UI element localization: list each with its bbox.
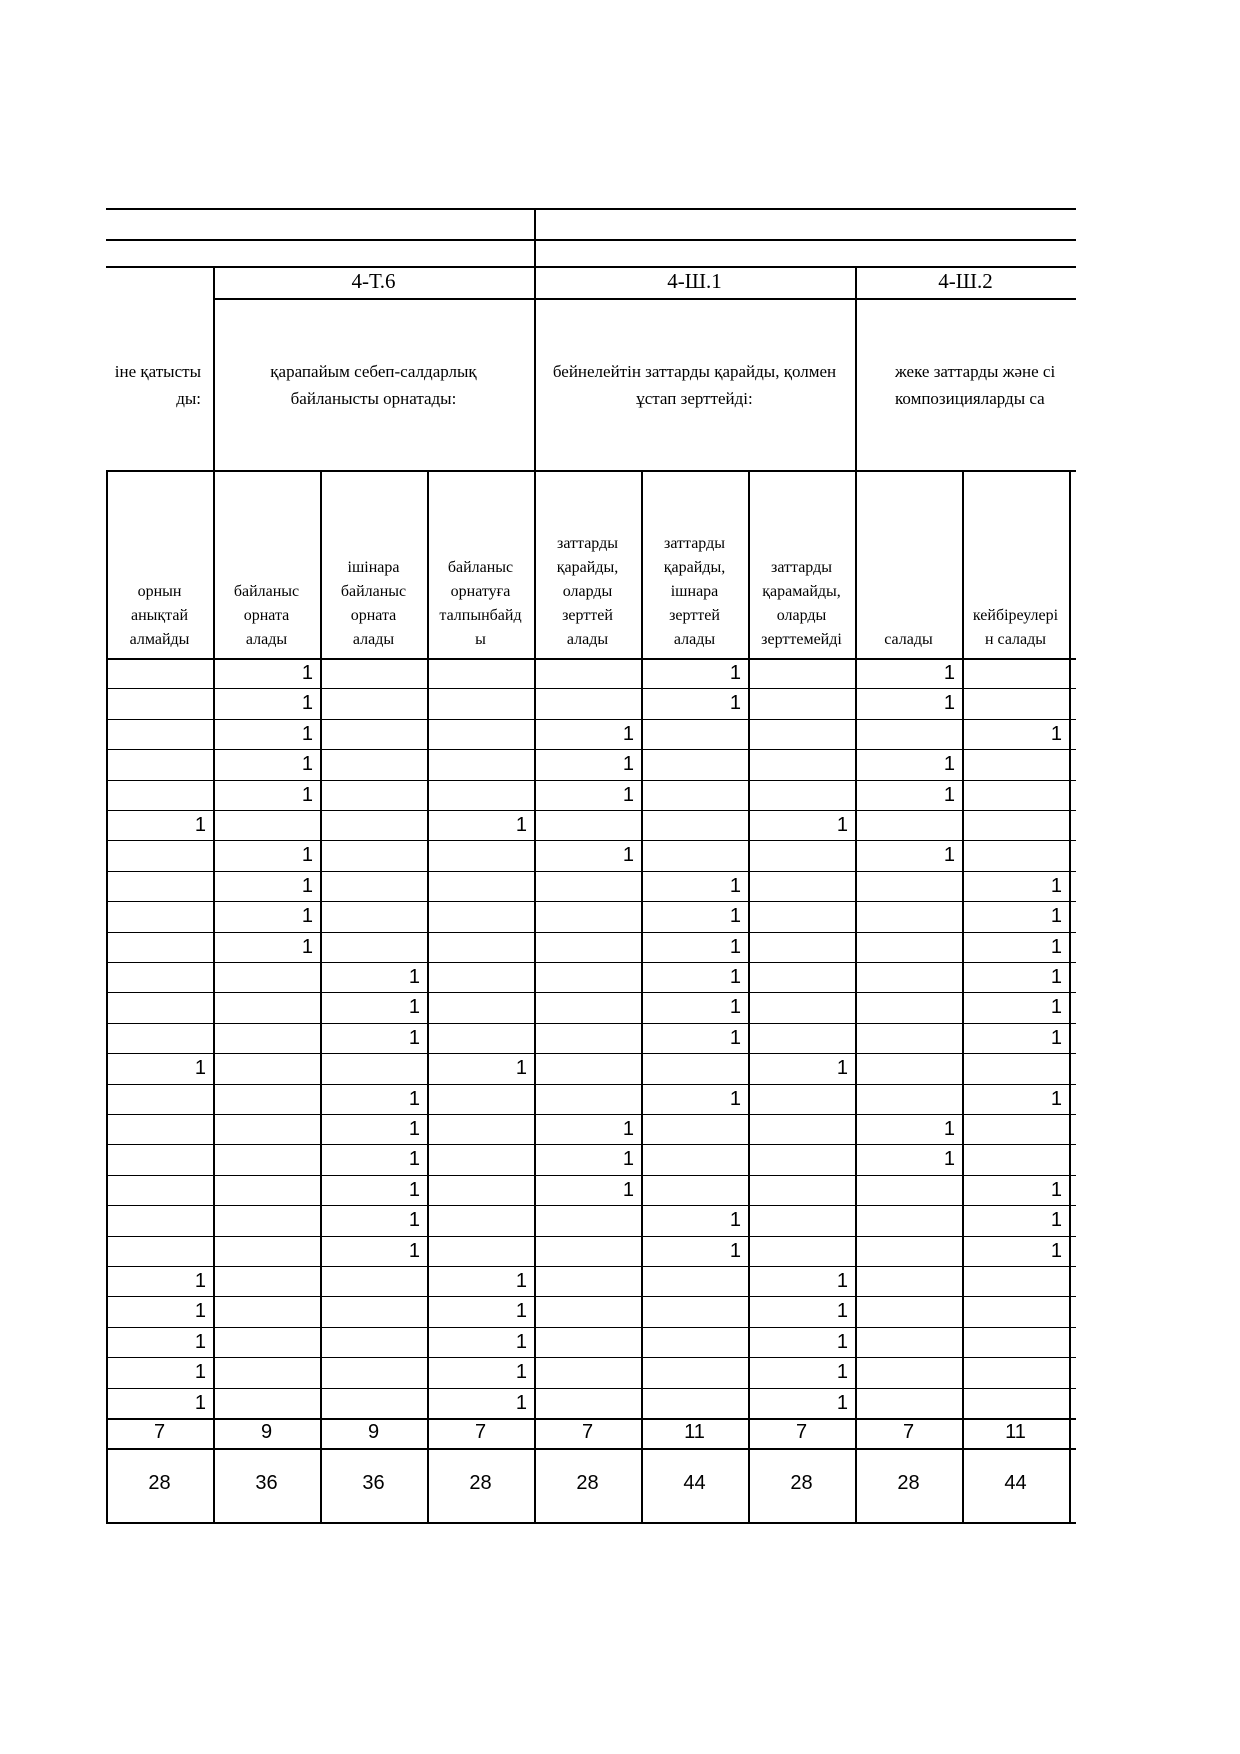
table-cell: 1 — [622, 753, 634, 776]
table-cell: 1 — [515, 1361, 527, 1384]
table-row — [106, 1388, 1076, 1389]
table-row — [106, 1114, 1076, 1115]
table-cell: 1 — [622, 722, 634, 745]
table-cell: 1 — [729, 966, 741, 988]
table-cell: 1 — [1050, 1178, 1062, 1201]
grid-line — [106, 1448, 1076, 1450]
table-cell: 1 — [729, 1209, 741, 1232]
table-cell: 1 — [729, 874, 741, 897]
table-cell: 1 — [622, 1178, 634, 1201]
table-row — [106, 1266, 1076, 1267]
table-cell: 1 — [408, 1148, 420, 1171]
table-cell: 1 — [1050, 996, 1062, 1019]
table-cell: 1 — [301, 753, 313, 776]
grid-line — [106, 208, 1076, 210]
grid-line — [534, 208, 536, 470]
table-cell: 1 — [729, 662, 741, 684]
table-cell: 1 — [622, 783, 634, 806]
table-cell: 1 — [408, 966, 420, 988]
table-cell: 1 — [301, 874, 313, 897]
group-description: қарапайым себеп-салдарлық байланысты орнатады: — [270, 362, 477, 408]
table-cell: 1 — [1050, 1087, 1062, 1110]
grid-line — [106, 658, 1076, 660]
table-cell: 1 — [1050, 1239, 1062, 1262]
column-header: ішінара байланыс орната алады — [340, 559, 407, 648]
column-header: байланыс орнатуға талпынбайд ы — [439, 559, 522, 648]
total-cell: 7 — [153, 1421, 166, 1443]
table-cell: 1 — [943, 753, 955, 776]
table-cell: 1 — [836, 1361, 848, 1384]
column-header: кейбіреулері н салады — [972, 607, 1059, 648]
table-cell: 1 — [515, 1391, 527, 1414]
table-row — [106, 1023, 1076, 1024]
table-row — [106, 932, 1076, 933]
table-cell: 1 — [194, 1361, 206, 1384]
table-cell: 1 — [943, 1118, 955, 1140]
table-cell: 1 — [943, 783, 955, 806]
total-cell: 9 — [367, 1421, 380, 1443]
percent-cell: 28 — [148, 1472, 171, 1494]
grid-line — [106, 239, 1076, 241]
percent-cell: 44 — [1004, 1472, 1027, 1494]
table-cell: 1 — [408, 996, 420, 1019]
table-cell: 1 — [301, 935, 313, 958]
table-cell: 1 — [1050, 874, 1062, 897]
table-row — [106, 992, 1076, 993]
table-cell: 1 — [729, 1087, 741, 1110]
table-cell: 1 — [301, 722, 313, 745]
percent-cell: 36 — [255, 1472, 278, 1494]
table-cell: 1 — [194, 1270, 206, 1292]
grid-line — [855, 266, 857, 470]
group-code: 4-Т.6 — [351, 269, 396, 293]
table-cell: 1 — [515, 814, 527, 836]
table-row — [106, 1144, 1076, 1145]
table-cell: 1 — [729, 905, 741, 928]
column-header: байланыс орната алады — [233, 583, 300, 648]
table-cell: 1 — [408, 1118, 420, 1140]
table-cell: 1 — [408, 1026, 420, 1049]
total-cell: 11 — [1005, 1421, 1026, 1443]
column-header: заттарды қарайды, ішнара зерттей алады — [663, 535, 726, 648]
table-cell: 1 — [1050, 722, 1062, 745]
table-row — [106, 1205, 1076, 1206]
assessment-table — [106, 208, 1076, 1553]
table-row — [106, 901, 1076, 902]
table-cell: 1 — [836, 1270, 848, 1292]
table-cell: 1 — [729, 692, 741, 715]
table-cell: 1 — [943, 844, 955, 867]
percent-cell: 28 — [897, 1472, 920, 1494]
table-cell: 1 — [194, 1300, 206, 1323]
total-cell: 11 — [684, 1421, 705, 1443]
table-row — [106, 1296, 1076, 1297]
table-cell: 1 — [515, 1057, 527, 1080]
table-cell: 1 — [1050, 1026, 1062, 1049]
table-cell: 1 — [515, 1270, 527, 1292]
table-cell: 1 — [943, 692, 955, 715]
table-cell: 1 — [515, 1330, 527, 1353]
percent-cell: 44 — [683, 1472, 706, 1494]
total-cell: 7 — [795, 1421, 808, 1443]
table-row — [106, 840, 1076, 841]
percent-cell: 28 — [790, 1472, 813, 1494]
table-cell: 1 — [729, 996, 741, 1019]
table-cell: 1 — [943, 662, 955, 684]
group-code: 4-Ш.1 — [667, 269, 722, 293]
table-row — [106, 749, 1076, 750]
total-cell: 7 — [474, 1421, 487, 1443]
grid-line — [106, 1522, 1076, 1524]
table-cell: 1 — [194, 1057, 206, 1080]
total-cell: 7 — [902, 1421, 915, 1443]
table-cell: 1 — [1050, 966, 1062, 988]
table-row — [106, 810, 1076, 811]
total-cell: 9 — [260, 1421, 273, 1443]
table-cell: 1 — [836, 1300, 848, 1323]
table-cell: 1 — [408, 1209, 420, 1232]
grid-line — [213, 298, 1076, 300]
table-cell: 1 — [836, 1057, 848, 1080]
grid-line — [106, 470, 1076, 472]
table-cell: 1 — [622, 1118, 634, 1140]
table-cell: 1 — [943, 1148, 955, 1171]
table-cell: 1 — [301, 783, 313, 806]
table-cell: 1 — [622, 844, 634, 867]
table-row — [106, 780, 1076, 781]
grid-line — [1069, 470, 1071, 1522]
table-cell: 1 — [729, 1239, 741, 1262]
grid-line — [106, 1418, 1076, 1420]
table-cell: 1 — [1050, 1209, 1062, 1232]
table-cell: 1 — [301, 905, 313, 928]
table-cell: 1 — [194, 1391, 206, 1414]
table-row — [106, 1357, 1076, 1358]
table-cell: 1 — [1050, 905, 1062, 928]
percent-cell: 28 — [576, 1472, 599, 1494]
table-cell: 1 — [301, 662, 313, 684]
group-description: жеке заттарды және сі композицияларды са — [895, 362, 1056, 408]
table-cell: 1 — [729, 1026, 741, 1049]
group-code: 4-Ш.2 — [938, 269, 993, 293]
table-row — [106, 688, 1076, 689]
column-header: заттарды қарамайды, оларды зерттемейді — [761, 559, 842, 648]
table-cell: 1 — [408, 1239, 420, 1262]
table-cell: 1 — [301, 692, 313, 715]
column-header: салады — [884, 631, 933, 648]
table-cell: 1 — [301, 844, 313, 867]
table-cell: 1 — [194, 814, 206, 836]
table-cell: 1 — [1050, 935, 1062, 958]
table-row — [106, 719, 1076, 720]
table-row — [106, 1084, 1076, 1085]
total-cell: 7 — [581, 1421, 594, 1443]
table-cell: 1 — [836, 1330, 848, 1353]
table-row — [106, 871, 1076, 872]
table-cell: 1 — [622, 1148, 634, 1171]
group-description: іне қатысты ды: — [114, 362, 201, 408]
table-row — [106, 1327, 1076, 1328]
table-cell: 1 — [729, 935, 741, 958]
group-description: бейнелейтін заттарды қарайды, қолмен ұстап зерттейді: — [552, 362, 837, 408]
column-header: заттарды қарайды, оларды зерттей алады — [556, 535, 619, 648]
percent-cell: 36 — [362, 1472, 385, 1494]
percent-cell: 28 — [469, 1472, 492, 1494]
grid-line — [106, 266, 1076, 268]
table-cell: 1 — [836, 814, 848, 836]
table-cell: 1 — [408, 1178, 420, 1201]
table-cell: 1 — [408, 1087, 420, 1110]
table-cell: 1 — [836, 1391, 848, 1414]
table-row — [106, 962, 1076, 963]
table-cell: 1 — [194, 1330, 206, 1353]
table-cell: 1 — [515, 1300, 527, 1323]
table-row — [106, 1236, 1076, 1237]
column-header: орнын анықтай алмайды — [129, 583, 190, 648]
table-row — [106, 1053, 1076, 1054]
table-row — [106, 1175, 1076, 1176]
